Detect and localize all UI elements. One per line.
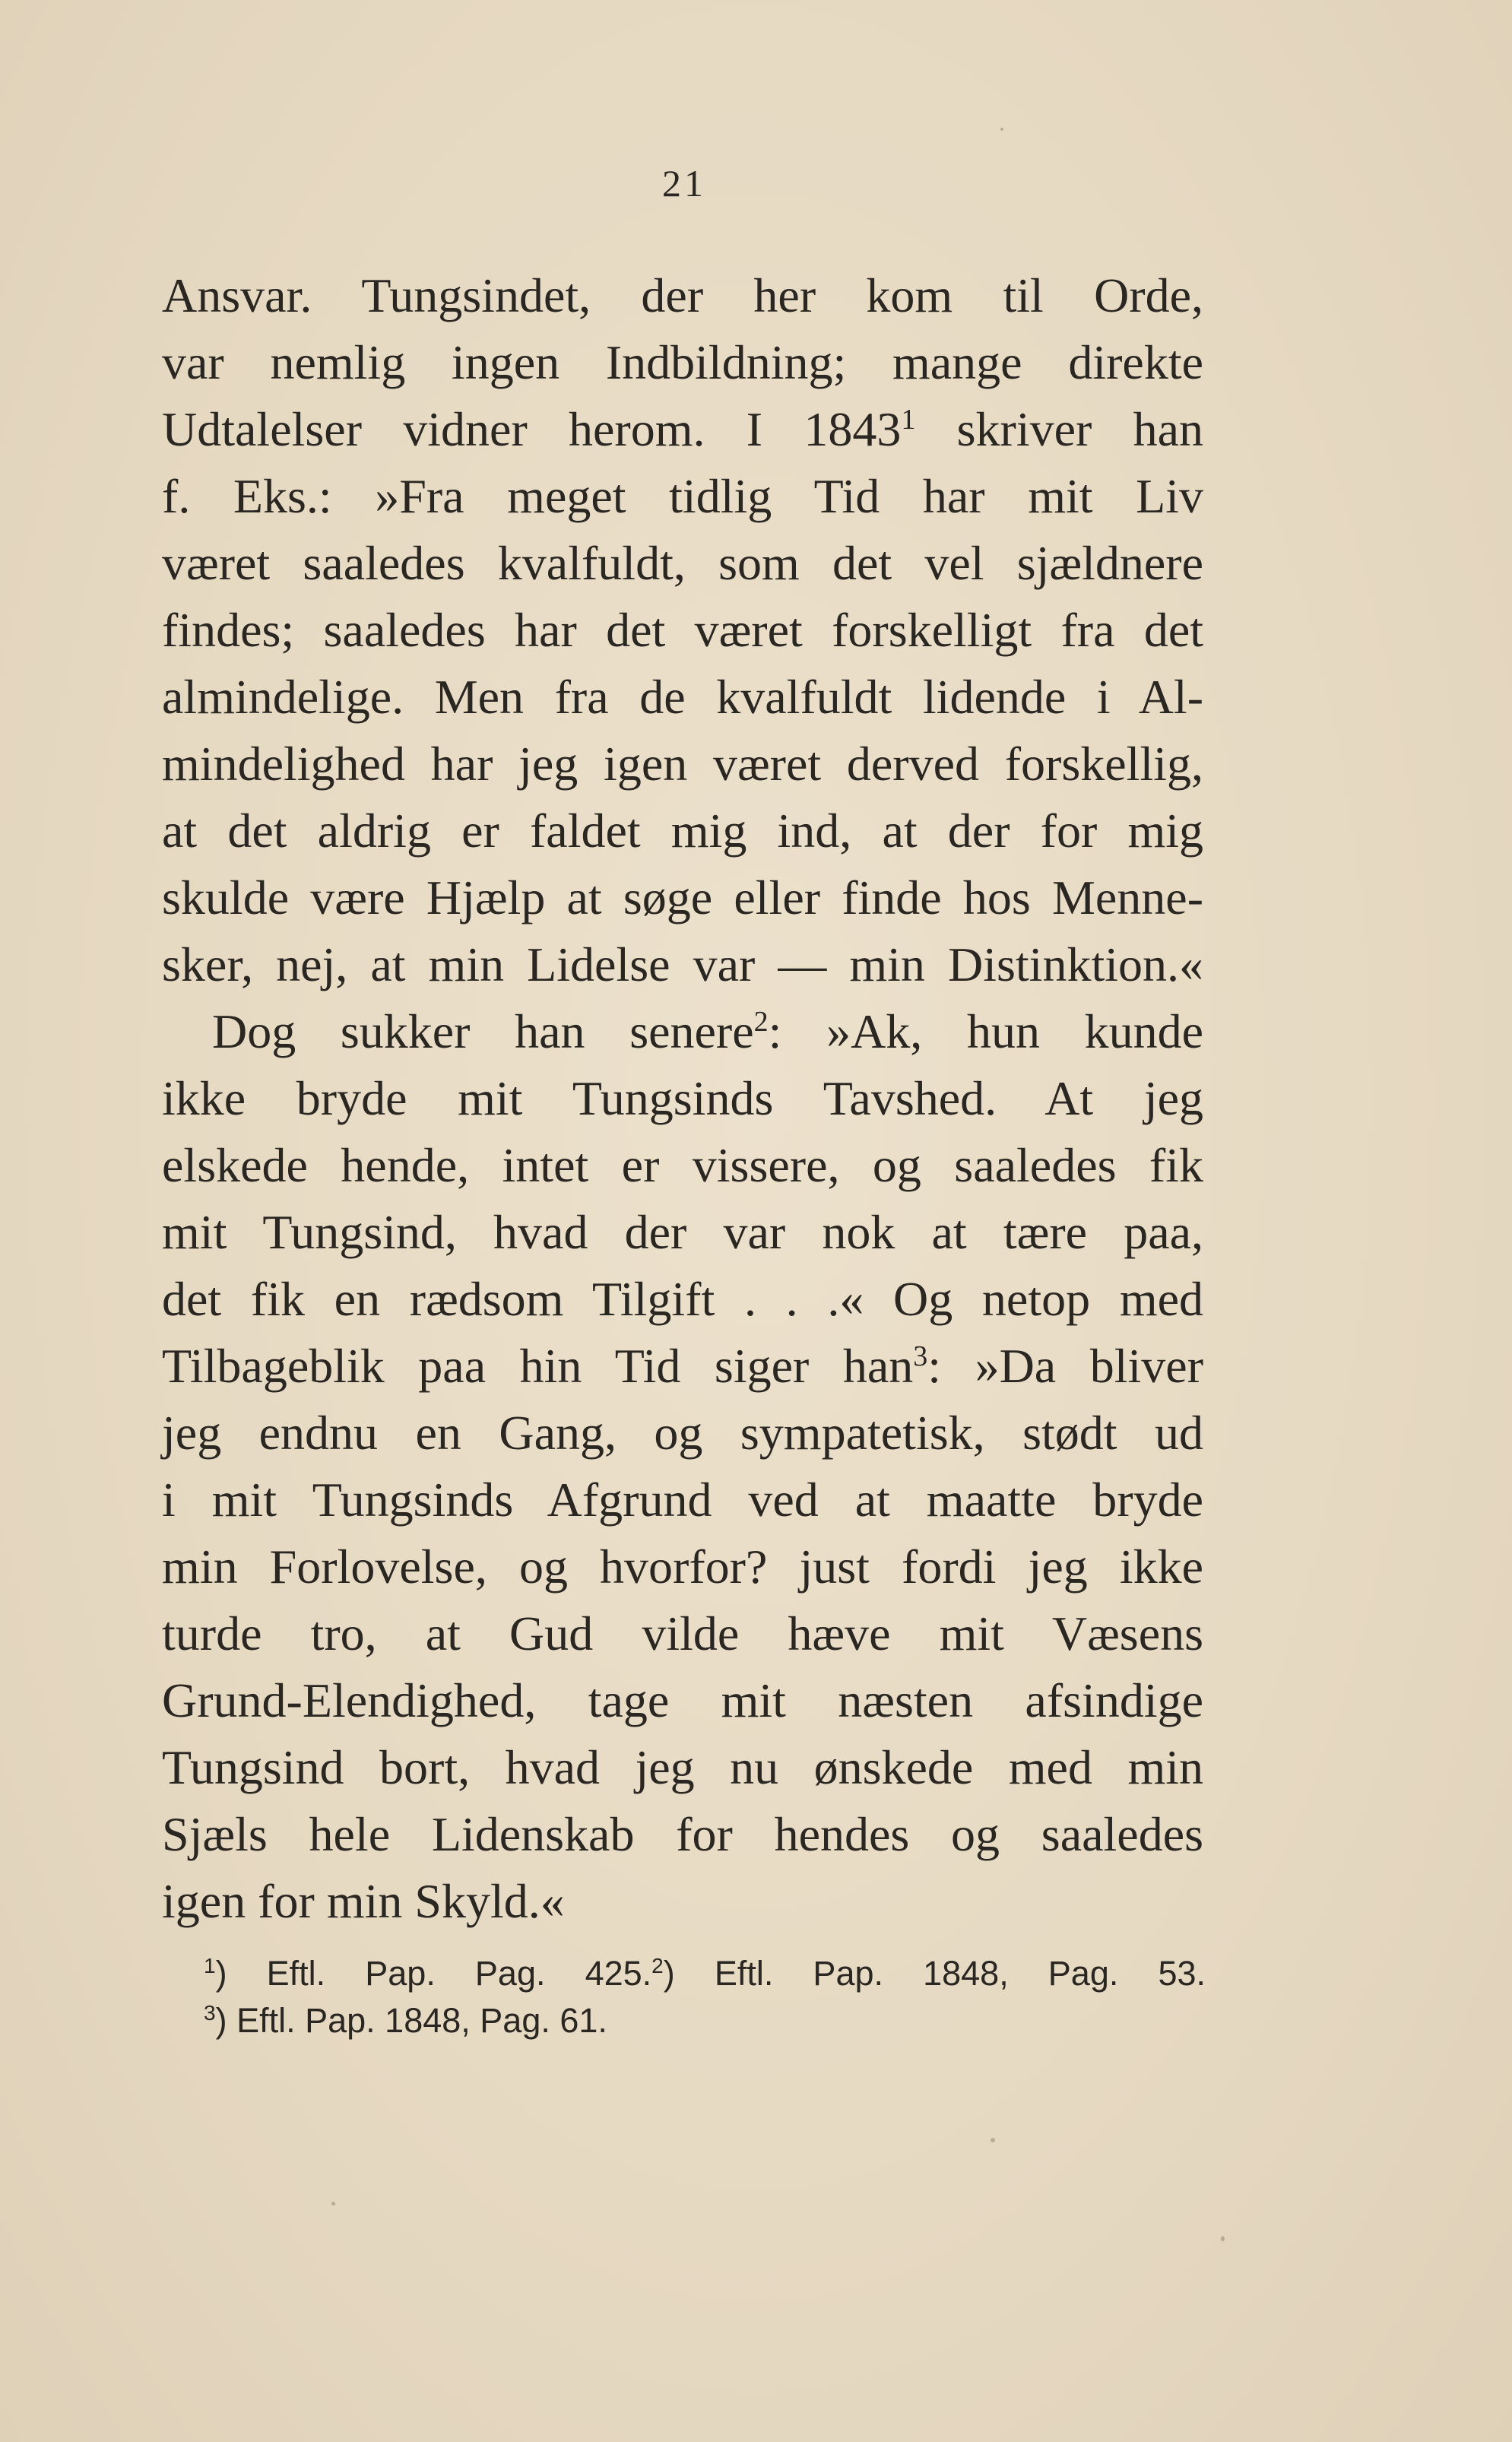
- text-line: jeg endnu en Gang, og sympatetisk, stødt ud: [162, 1406, 1203, 1460]
- text-line: at det aldrig er faldet mig ind, at der for mig: [162, 804, 1203, 858]
- paper-speck: [331, 2202, 335, 2206]
- text-segment: : »Ak, hun kunde: [768, 1004, 1203, 1058]
- text-segment: skriver han: [915, 402, 1204, 456]
- text-line: var nemlig ingen Indbildning; mange direkte: [162, 335, 1203, 389]
- body-text: [162, 262, 1203, 1935]
- footnote-number: 2: [651, 1954, 664, 1977]
- text-line: f. Eks.: »Fra meget tidlig Tid har mit Liv: [162, 469, 1203, 523]
- text-line: igen for min Skyld.«: [162, 1874, 565, 1928]
- text-line: Ansvar. Tungsindet, der her kom til Orde,: [162, 268, 1203, 322]
- paper-speck: [991, 2138, 995, 2142]
- footnote-text: ) Eftl. Pap. Pag. 425.: [215, 1954, 652, 1993]
- footnotes: [204, 1950, 1206, 2044]
- footnote-marker: 3: [913, 1340, 928, 1372]
- text-line: været saaledes kvalfuldt, som det vel sjældnere: [162, 536, 1203, 590]
- paper-speck: [1000, 128, 1003, 131]
- text-line: Sjæls hele Lidenskab for hendes og saaledes: [162, 1807, 1203, 1861]
- text-line: findes; saaledes har det været forskelligt fra det: [162, 603, 1203, 657]
- text-segment: Udtalelser vidner herom. I 1843: [162, 402, 902, 456]
- paper-speck: [1221, 2236, 1225, 2241]
- text-line: Tungsind bort, hvad jeg nu ønskede med min: [162, 1740, 1203, 1794]
- text-line: almindelige. Men fra de kvalfuldt lidende i Al-: [162, 670, 1203, 724]
- text-line: mit Tungsind, hvad der var nok at tære paa,: [162, 1205, 1203, 1259]
- page-number: 21: [662, 162, 706, 205]
- text-line: sker, nej, at min Lidelse var — min Distinktion.«: [162, 937, 1203, 991]
- footnote-text: ) Eftl. Pap. 1848, Pag. 53.: [663, 1954, 1206, 1993]
- text-segment: : »Da bliver: [927, 1339, 1204, 1393]
- text-line: elskede hende, intet er vissere, og saaledes fik: [162, 1138, 1203, 1192]
- text-line: ikke bryde mit Tungsinds Tavshed. At jeg: [162, 1071, 1203, 1125]
- footnote-number: 3: [204, 2001, 216, 2025]
- footnote-line: [204, 1950, 1206, 1997]
- text-line: [162, 998, 1203, 1065]
- footnote-number: 1: [204, 1954, 216, 1977]
- footnote-text: ) Eftl. Pap. 1848, Pag. 61.: [215, 2001, 607, 2040]
- text-line: Grund-Elendighed, tage mit næsten afsindige: [162, 1673, 1203, 1727]
- footnote-1: [204, 1954, 651, 1993]
- footnote-marker: 1: [901, 404, 916, 436]
- text-segment: Dog sukker han senere: [212, 1004, 754, 1058]
- text-line: det fik en rædsom Tilgift . . .« Og netop med: [162, 1272, 1203, 1326]
- text-line: [162, 1333, 1203, 1400]
- text-line: [162, 396, 1203, 463]
- footnote-marker: 2: [753, 1006, 769, 1038]
- text-line: mindelighed har jeg igen været derved forskellig,: [162, 737, 1203, 791]
- text-line: i mit Tungsinds Afgrund ved at maatte bryde: [162, 1473, 1203, 1527]
- text-line: turde tro, at Gud vilde hæve mit Væsens: [162, 1606, 1203, 1660]
- footnote-3: [204, 2001, 607, 2040]
- text-segment: Tilbageblik paa hin Tid siger han: [162, 1339, 914, 1393]
- footnote-line: [204, 1997, 1206, 2044]
- text-line: skulde være Hjælp at søge eller finde hos Menne-: [162, 871, 1203, 924]
- text-line: min Forlovelse, og hvorfor? just fordi jeg ikke: [162, 1540, 1203, 1594]
- footnote-2: [651, 1954, 1206, 1993]
